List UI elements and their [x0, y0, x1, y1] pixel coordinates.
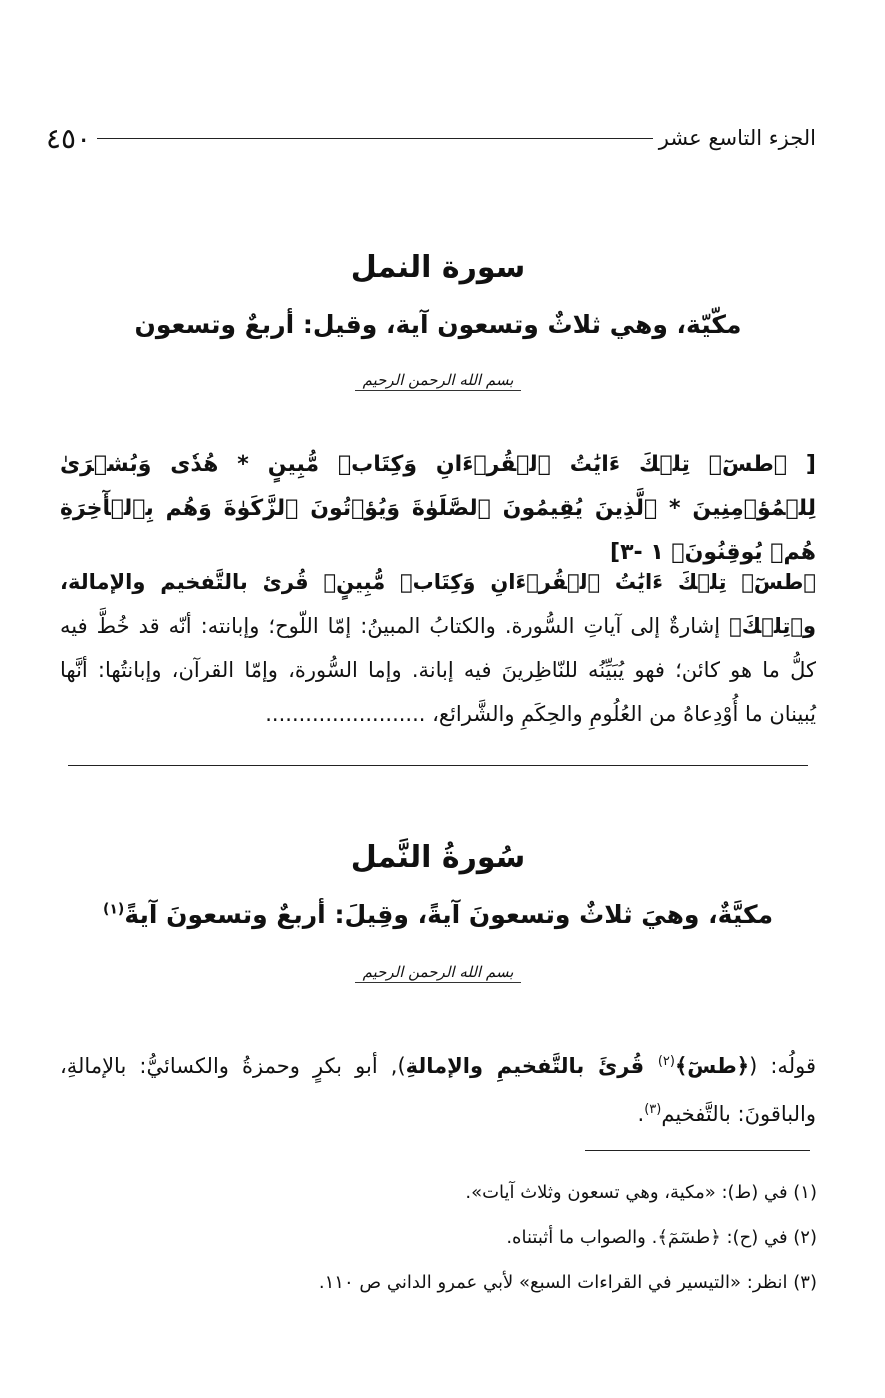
commentary-rest: إشارةٌ إلى آياتِ السُّورة. والكتابُ المبينُ: إمّا اللّوح؛ وإبانته: أنّه قد خُطَّ فيه كلُّ ما هو كائن؛ فهو يُبَيِّنُه للنّاظِرينَ فيه إبانة. وإما السُّورة، وإمّا القرآن، وإبانتُها: أنَّها يُبينان ما أُوْدِعاهُ من العُلُومِ والحِكَمِ والشَّرائع، ........................: [60, 614, 816, 726]
lower-surah-title: سُورةُ النَّمل: [350, 840, 526, 875]
footnote-2: (٢) في (ح): ﴿طسٓمٓ﴾. والصواب ما أثبتناه.: [506, 1227, 817, 1248]
lower-reading: قُرئَ بالتَّفخيمِ والإمالةِ: [405, 1054, 658, 1078]
ts-verse: ﴿طسٓ﴾: [674, 1054, 750, 1078]
lower-subtitle-text: مكيَّةٌ، وهيَ ثلاثٌ وتسعونَ آيةً، وقِيلَ: أربعٌ وتسعونَ آيةً: [124, 900, 774, 929]
upper-surah-subtitle-block: [60, 310, 816, 339]
page-number: ٤٥٠: [46, 121, 92, 155]
qawluh: قولُه: (: [749, 1054, 816, 1078]
upper-verses: [60, 443, 816, 575]
upper-commentary: [60, 560, 816, 736]
footnote-marker-2: (٢): [657, 1054, 675, 1069]
commentary-tilka: ﴿تِلۡكَ﴾: [729, 614, 803, 638]
commentary-verse: ﴿طسٓۚ تِلۡكَ ءَايَٰتُ ٱلۡقُرۡءَانِ وَكِتَابٖ مُّبِينٍ﴾: [323, 570, 816, 594]
lower-surah-subtitle: [60, 900, 816, 929]
commentary-reading: قُرئ بالتَّفخيم والإمالة، و: [60, 570, 816, 638]
upper-surah-title-block: [60, 250, 816, 285]
lower-basmala-block: [60, 962, 816, 983]
upper-basmala-block: [60, 370, 816, 391]
header-rule: [97, 138, 653, 139]
lower-surah-subtitle-block: [60, 900, 816, 929]
upper-basmala: بسم الله الرحمن الرحيم: [355, 371, 522, 391]
running-header: [36, 118, 816, 158]
lower-rest: ), أبو بكرٍ وحمزةُ والكسائيُّ: بالإمالةِ، والباقونَ: بالتَّفخيم: [60, 1054, 816, 1126]
footnote-1: (١) في (ط): «مكية، وهي تسعون وثلاث آيات».: [465, 1182, 817, 1203]
lower-commentary-paragraph: [60, 1040, 816, 1136]
verses-text: [ ﴿طسٓۚ تِلۡكَ ءَايَٰتُ ٱلۡقُرۡءَانِ وَكِتَابٖ مُّبِينٍ * هُدٗى وَبُشۡرَىٰ لِلۡمُؤۡمِنِينَ * ٱلَّذِينَ يُقِيمُونَ ٱلصَّلَوٰةَ وَيُؤۡتُونَ ٱلزَّكَوٰةَ وَهُم بِٱلۡأٓخِرَةِ هُمۡ يُوقِنُونَ﴾ ١ -٣]: [60, 452, 816, 565]
commentary-paragraph: [60, 560, 816, 736]
footnote-marker-1: (١): [102, 901, 125, 918]
footnote-rule: [585, 1150, 810, 1151]
section-divider: [68, 765, 808, 766]
lower-surah-title-block: [60, 840, 816, 875]
running-title: الجزء التاسع عشر: [658, 126, 816, 150]
upper-surah-subtitle: مكّيّة، وهي ثلاثٌ وتسعون آية، وقيل: أربعٌ وتسعون: [134, 310, 742, 339]
lower-commentary: [60, 1040, 816, 1136]
footnote-3: (٣) انظر: «التيسير في القراءات السبع» لأبي عمرو الداني ص ١١٠.: [318, 1272, 817, 1293]
footnote-marker-3: (٣): [644, 1102, 662, 1117]
lower-rest-end: .: [637, 1102, 645, 1126]
upper-surah-title: سورة النمل: [350, 250, 526, 285]
lower-basmala: بسم الله الرحمن الرحيم: [355, 963, 522, 983]
